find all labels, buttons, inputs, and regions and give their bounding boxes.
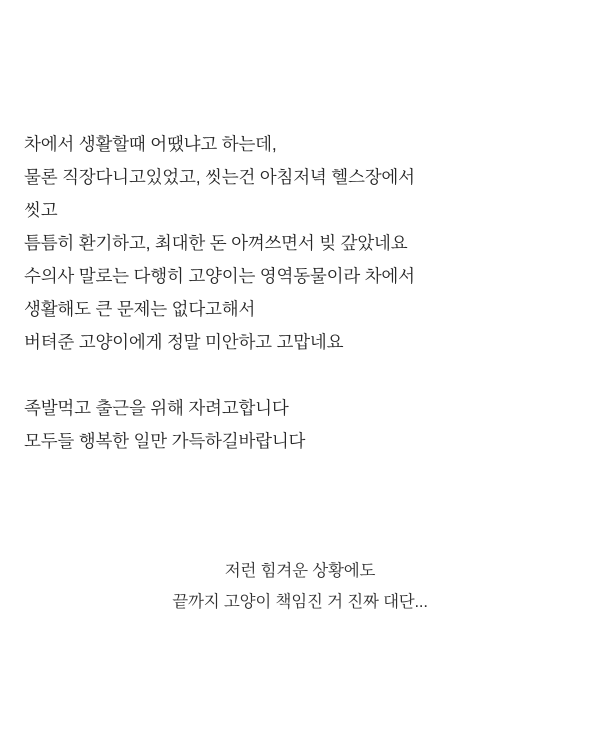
post-body-line: 버텨준 고양이에게 정말 미안하고 고맙네요 [24,332,344,352]
post-body-line: 틈틈히 환기하고, 최대한 돈 아껴쓰면서 빚 갚았네요 [24,233,408,253]
post-body [24,128,576,458]
comment-quote [0,556,600,618]
post-body-line: 생활해도 큰 문제는 없다고해서 [24,299,256,319]
post-body-line: 수의사 말로는 다행히 고양이는 영역동물이라 차에서 [24,266,415,286]
comment-line: 끝까지 고양이 책임진 거 진짜 대단... [172,593,428,611]
post-body-blank-line [24,359,576,392]
comment-line: 저런 힘겨운 상황에도 [224,562,376,580]
post-body-line: 모두들 행복한 일만 가득하길바랍니다 [24,431,306,451]
post-body-line: 차에서 생활할때 어땠냐고 하는데, [24,134,277,154]
post-body-line: 물론 직장다니고있었고, 씻는건 아침저녁 헬스장에서 [24,167,415,187]
post-body-line: 족발먹고 출근을 위해 자려고합니다 [24,398,289,418]
post-body-line: 씻고 [24,200,58,220]
